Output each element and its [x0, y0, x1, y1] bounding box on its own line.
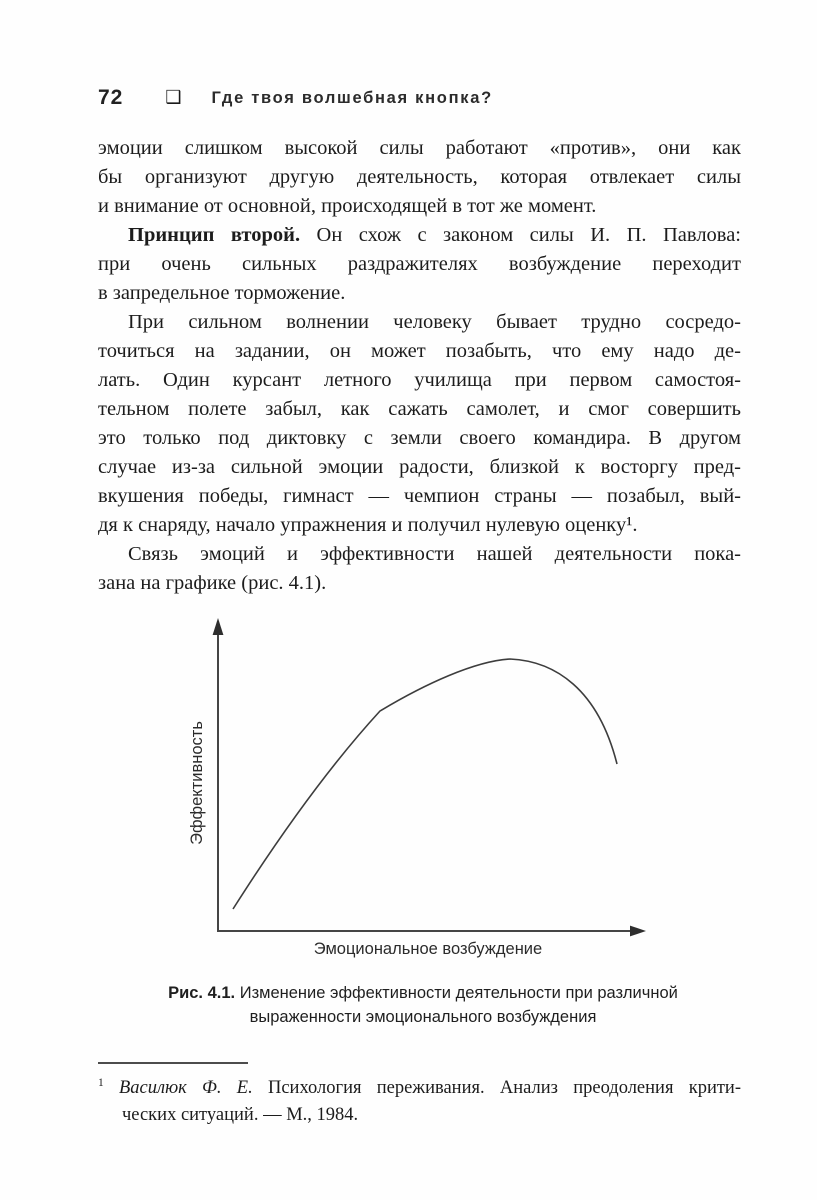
figure-caption — [98, 981, 748, 1029]
text-line: бы организуют другую деятельность, которая отвлекает силы — [98, 166, 741, 188]
text-line: дя к снаряду, начало упражнения и получил нулевую оценку¹. — [98, 514, 638, 536]
text-line: Принцип второй. Он схож с законом силы И. П. Павлова: — [128, 224, 741, 246]
text-line: при очень сильных раздражителях возбуждение переходит — [98, 253, 741, 275]
footnote-line2: ческих ситуаций. — М., 1984. — [122, 1105, 359, 1126]
figure-caption-label: Рис. 4.1. — [168, 984, 236, 1002]
text-line: зана на графике (рис. 4.1). — [98, 572, 327, 594]
running-head-title: Где твоя волшебная кнопка? — [211, 88, 493, 107]
text-line: вкушения победы, гимнаст — чемпион страны — позабыл, вый- — [98, 485, 741, 507]
figure-caption-line1 — [98, 981, 748, 1005]
text-line: эмоции слишком высокой силы работают «против», они как — [98, 137, 741, 159]
text-line: тельном полете забыл, как сажать самолет, и смог совершить — [98, 398, 741, 420]
y-axis-label: Эффективность — [188, 721, 206, 845]
running-head — [98, 86, 741, 110]
text-line: это только под диктовку с земли своего командира. В другом — [98, 427, 741, 449]
figure-chart — [180, 611, 650, 963]
efficiency-curve — [233, 659, 617, 909]
page-number: 72 — [98, 86, 124, 109]
text-line: Связь эмоций и эффективности нашей деятельности пока- — [128, 543, 741, 565]
figure-caption-text: Изменение эффективности деятельности при различной — [239, 984, 678, 1002]
text-line: и внимание от основной, происходящей в тот же момент. — [98, 195, 597, 217]
footnote-divider — [98, 1062, 248, 1064]
x-axis-arrow-icon — [630, 926, 646, 937]
figure-caption-line2: выраженности эмоционального возбуждения — [249, 1008, 597, 1026]
text-line: лать. Один курсант летного училища при первом самостоя- — [98, 369, 741, 391]
text-line: точиться на задании, он может позабыть, что ему надо де- — [98, 340, 741, 362]
x-axis-label: Эмоциональное возбуждение — [313, 940, 543, 958]
text-line: случае из-за сильной эмоции радости, близкой к восторгу пред- — [98, 456, 741, 478]
body-text — [98, 134, 741, 598]
text-line: в запредельное торможение. — [98, 282, 346, 304]
square-bullet-icon: ❑ — [165, 87, 182, 108]
footnote — [98, 1070, 741, 1129]
y-axis-arrow-icon — [213, 618, 224, 635]
footnote-line1: $^1$ Василюк Ф. Е. Психология переживания. Анализ преодоления крити- — [98, 1077, 741, 1099]
text-line: При сильном волнении человеку бывает трудно сосредо- — [128, 311, 741, 333]
chart-svg — [180, 611, 650, 963]
